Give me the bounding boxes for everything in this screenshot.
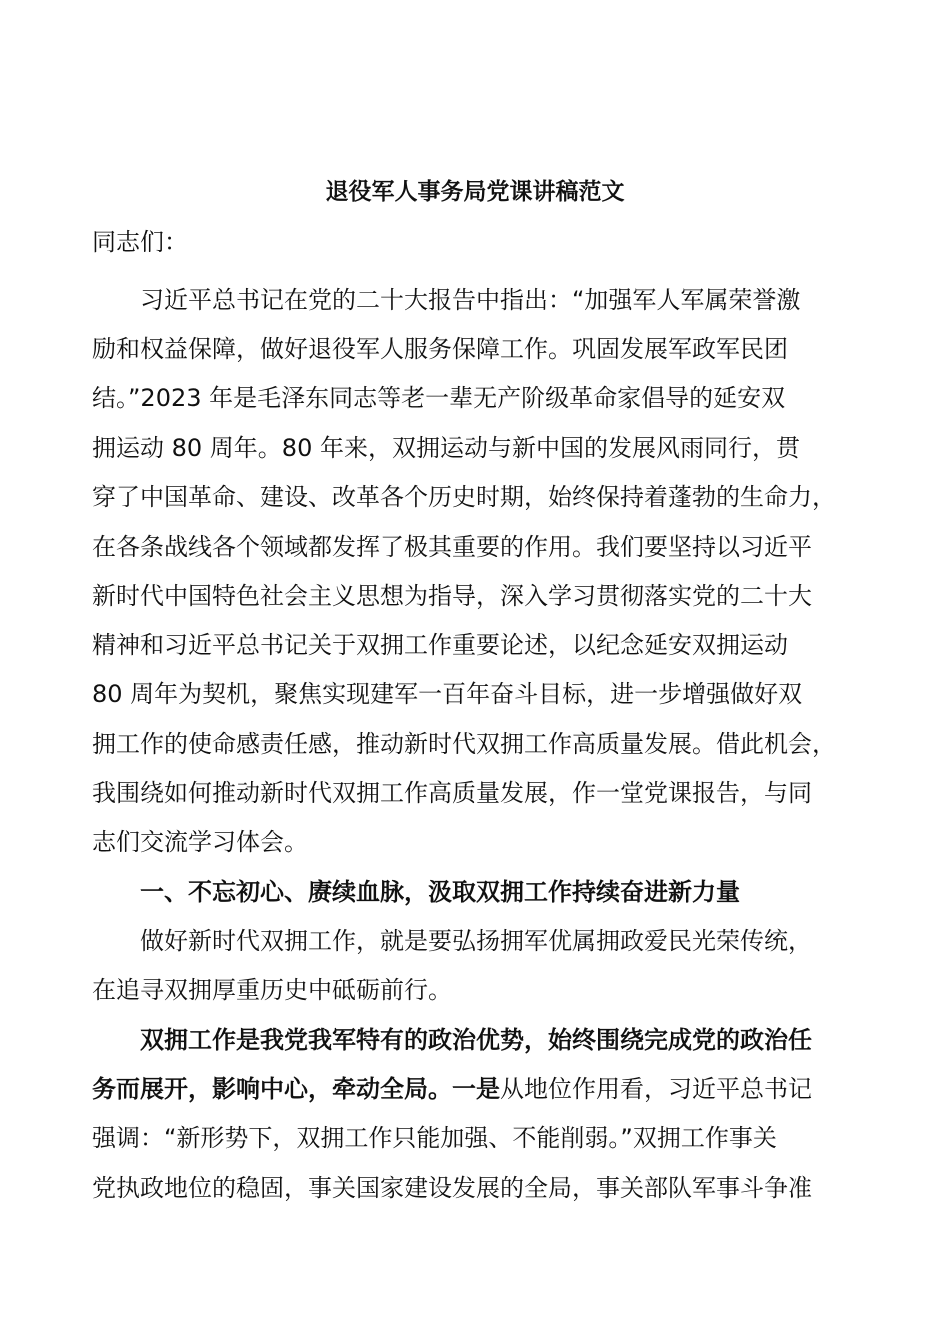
regular-text: 从地位作用看，习近平总书记 [500,1075,812,1103]
paragraph-line: 党执政地位的稳固，事关国家建设发展的全局，事关部队军事斗争准 [92,1174,812,1202]
paragraph-line: 在追寻双拥厚重历史中砥砺前行。 [92,976,452,1004]
paragraph-line: 穿了中国革命、建设、改革各个历史时期，始终保持着蓬勃的生命力， [92,483,836,511]
paragraph-line: 志们交流学习体会。 [92,828,308,856]
greeting: 同志们： [92,228,188,256]
paragraph-line: 在各条战线各个领域都发挥了极其重要的作用。我们要坚持以习近平 [92,533,812,561]
document-title: 退役军人事务局党课讲稿范文 [325,179,625,205]
bold-lead-text: 务而展开，影响中心，牵动全局。 [92,1075,452,1103]
paragraph-line-mixed [92,1069,812,1109]
section-heading: 一、不忘初心、赓续血脉，汲取双拥工作持续奋进新力量 [140,878,740,906]
paragraph-line-bold: 双拥工作是我党我军特有的政治优势，始终围绕完成党的政治任 [140,1026,812,1054]
paragraph-line: 80 周年为契机，聚焦实现建军一百年奋斗目标，进一步增强做好双 [92,680,803,708]
paragraph-line: 做好新时代双拥工作，就是要弘扬拥军优属拥政爱民光荣传统， [140,927,812,955]
paragraph-line: 励和权益保障，做好退役军人服务保障工作。巩固发展军政军民团 [92,335,788,363]
paragraph-line: 习近平总书记在党的二十大报告中指出：“加强军人军属荣誉激 [140,286,801,314]
paragraph-line: 精神和习近平总书记关于双拥工作重要论述，以纪念延安双拥运动 [92,631,788,659]
paragraph-line: 我围绕如何推动新时代双拥工作高质量发展，作一堂党课报告，与同 [92,779,812,807]
paragraph-line: 拥运动 80 周年。80 年来，双拥运动与新中国的发展风雨同行，贯 [92,434,800,462]
paragraph-line: 新时代中国特色社会主义思想为指导，深入学习贯彻落实党的二十大 [92,582,812,610]
paragraph-line: 拥工作的使命感责任感，推动新时代双拥工作高质量发展。借此机会， [92,730,836,758]
paragraph-line: 强调：“新形势下，双拥工作只能加强、不能削弱。”双拥工作事关 [92,1124,777,1152]
bold-enumerator: 一是 [452,1075,500,1103]
paragraph-line: 结。”2023 年是毛泽东同志等老一辈无产阶级革命家倡导的延安双 [92,384,786,412]
